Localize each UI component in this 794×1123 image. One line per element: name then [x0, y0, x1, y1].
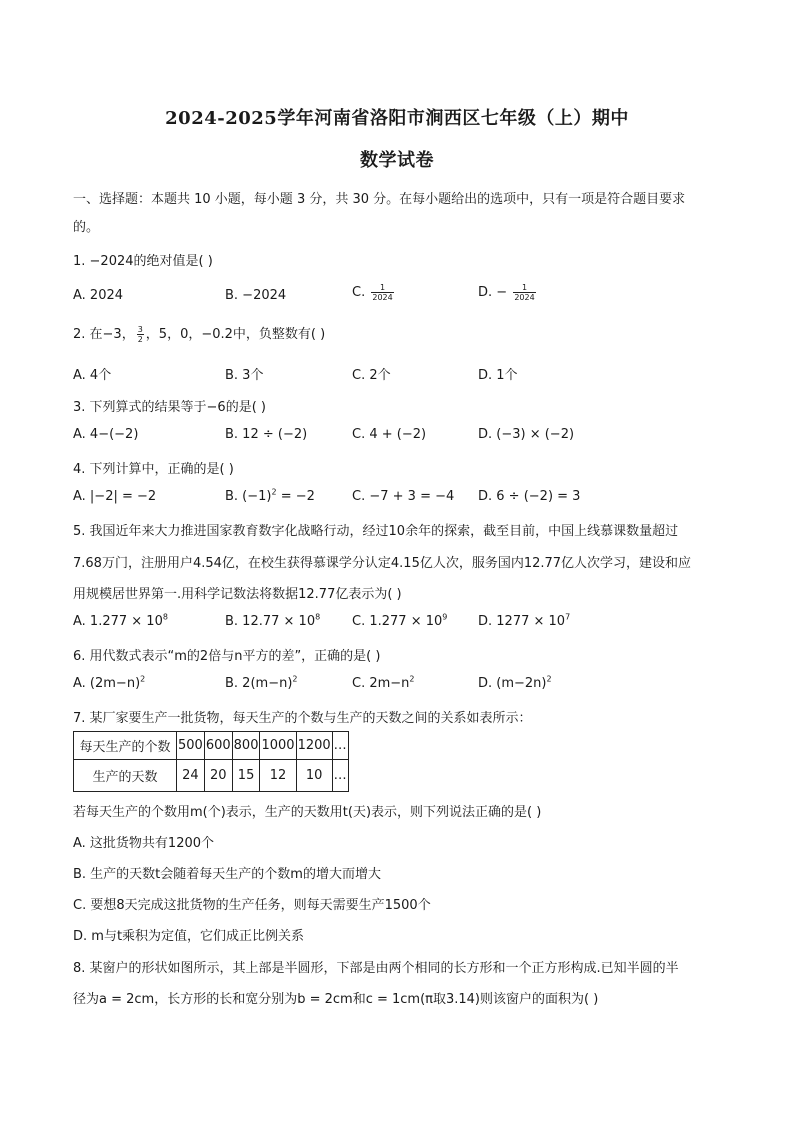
fraction	[513, 283, 535, 302]
question-4-option-b	[225, 489, 315, 504]
exponent: 8	[162, 612, 168, 622]
question-2-option-d: D. 1个	[478, 368, 518, 383]
question-5-option-d	[478, 614, 570, 629]
fraction-denominator: 2	[137, 335, 143, 344]
question-6-option-d	[478, 676, 552, 691]
fraction-numerator: 3	[137, 325, 143, 334]
option-b-base: B. 12.77 × 10	[225, 614, 316, 629]
question-7-option-a: A. 这批货物共有1200个	[73, 836, 215, 851]
question-4-option-d: D. 6 ÷ (−2) = 3	[478, 489, 581, 504]
stem-part-a: 2. 在−3，	[73, 327, 135, 342]
option-b-rest: = −2	[276, 489, 315, 504]
option-c-base: C. 1.277 × 10	[352, 614, 443, 629]
table-cell: …	[332, 732, 348, 760]
question-5-line3: 用规模居世界第一.用科学记数法将数据12.77亿表示为( )	[73, 587, 402, 602]
table-cell: 1000	[260, 732, 296, 760]
fraction-numerator: 1	[513, 283, 535, 293]
exponent: 2	[546, 674, 552, 684]
question-6-option-c	[352, 676, 415, 691]
exam-title: 2024-2025学年河南省洛阳市涧西区七年级（上）期中	[165, 108, 629, 129]
exponent: 2	[271, 487, 277, 497]
question-2-option-b: B. 3个	[225, 368, 264, 383]
fraction-denominator: 2024	[372, 293, 393, 302]
table-cell: 生产的天数	[74, 760, 177, 792]
question-2-option-a: A. 4个	[73, 368, 112, 383]
exponent: 8	[315, 612, 321, 622]
question-4-option-a: A. |−2| = −2	[73, 489, 157, 504]
question-6-option-a	[73, 676, 145, 691]
exponent: 2	[409, 674, 415, 684]
option-d-base: D. (m−2n)	[478, 676, 547, 691]
question-3-option-a: A. 4−(−2)	[73, 427, 139, 442]
question-2-stem	[73, 323, 325, 344]
table-cell: 1200	[296, 732, 332, 760]
fraction	[137, 325, 144, 344]
option-a-base: A. 1.277 × 10	[73, 614, 163, 629]
option-a-base: A. (2m−n)	[73, 676, 141, 691]
stem-part-b: ，5，0，−0.2中，负整数有( )	[145, 327, 326, 342]
question-1-option-c	[352, 283, 396, 302]
option-d-label: D. −	[478, 285, 508, 300]
fraction-denominator: 2024	[514, 293, 535, 302]
option-c-label: C.	[352, 285, 366, 300]
table-cell: 500	[177, 732, 205, 760]
exponent: 7	[565, 612, 571, 622]
question-7-stem: 7. 某厂家要生产一批货物，每天生产的个数与生产的天数之间的关系如表所示：	[73, 711, 532, 726]
table-cell: 每天生产的个数	[74, 732, 177, 760]
question-5-option-b	[225, 614, 320, 629]
exponent: 9	[442, 612, 448, 622]
question-8-line2: 径为a = 2cm，长方形的长和宽分别为b = 2cm和c = 1cm(π取3.14)则该窗户的面积为( )	[73, 992, 599, 1007]
table-row	[74, 760, 349, 792]
option-b-base: B. 2(m−n)	[225, 676, 293, 691]
production-table	[73, 731, 349, 792]
question-6-option-b	[225, 676, 298, 691]
table-cell: 10	[296, 760, 332, 792]
question-7-option-c: C. 要想8天完成这批货物的生产任务，则每天需要生产1500个	[73, 898, 431, 913]
question-7-option-d: D. m与t乘积为定值，它们成正比例关系	[73, 929, 305, 944]
table-cell: 24	[177, 760, 205, 792]
question-2-option-c: C. 2个	[352, 368, 391, 383]
table-cell: 20	[204, 760, 232, 792]
question-5-line2: 7.68万门，注册用户4.54亿，在校生获得慕课学分认定4.15亿人次，服务国内12.77亿人次学习，建设和应	[73, 556, 692, 571]
question-5-option-a	[73, 614, 168, 629]
question-1-option-d	[478, 283, 538, 302]
question-4-stem: 4. 下列计算中，正确的是( )	[73, 462, 234, 477]
question-7-question: 若每天生产的个数用m(个)表示，生产的天数用t(天)表示，则下列说法正确的是( )	[73, 805, 542, 820]
question-3-option-c: C. 4 + (−2)	[352, 427, 427, 442]
fraction	[371, 283, 393, 302]
table-cell: 800	[232, 732, 260, 760]
question-5-option-c	[352, 614, 447, 629]
section-instructions-line2: 的。	[73, 220, 100, 235]
fraction-numerator: 1	[371, 283, 393, 293]
option-c-base: C. 2m−n	[352, 676, 410, 691]
table-cell: 600	[204, 732, 232, 760]
option-d-base: D. 1277 × 10	[478, 614, 566, 629]
question-3-option-b: B. 12 ÷ (−2)	[225, 427, 308, 442]
question-6-stem: 6. 用代数式表示“m的2倍与n平方的差”，正确的是( )	[73, 649, 381, 664]
question-4-option-c: C. −7 + 3 = −4	[352, 489, 455, 504]
question-3-option-d: D. (−3) × (−2)	[478, 427, 575, 442]
question-7-option-b: B. 生产的天数t会随着每天生产的个数m的增大而增大	[73, 867, 381, 882]
table-cell: 12	[260, 760, 296, 792]
question-3-stem: 3. 下列算式的结果等于−6的是( )	[73, 400, 266, 415]
exam-subtitle: 数学试卷	[360, 150, 434, 171]
question-1-option-a: A. 2024	[73, 288, 124, 303]
table-row	[74, 732, 349, 760]
table-cell: 15	[232, 760, 260, 792]
question-1-option-b: B. −2024	[225, 288, 287, 303]
question-8-line1: 8. 某窗户的形状如图所示，其上部是半圆形，下部是由两个相同的长方形和一个正方形构成.已知半圆的半	[73, 961, 679, 976]
exponent: 2	[292, 674, 298, 684]
question-1-stem: 1. −2024的绝对值是( )	[73, 254, 213, 269]
question-5-line1: 5. 我国近年来大力推进国家教育数字化战略行动，经过10余年的探索，截至目前，中国上线慕课数量超过	[73, 524, 679, 539]
option-b-base: B. (−1)	[225, 489, 272, 504]
section-instructions-line1: 一、选择题：本题共 10 小题，每小题 3 分，共 30 分。在每小题给出的选项中，只有一项是符合题目要求	[73, 192, 686, 207]
table-cell: …	[332, 760, 348, 792]
exponent: 2	[140, 674, 146, 684]
